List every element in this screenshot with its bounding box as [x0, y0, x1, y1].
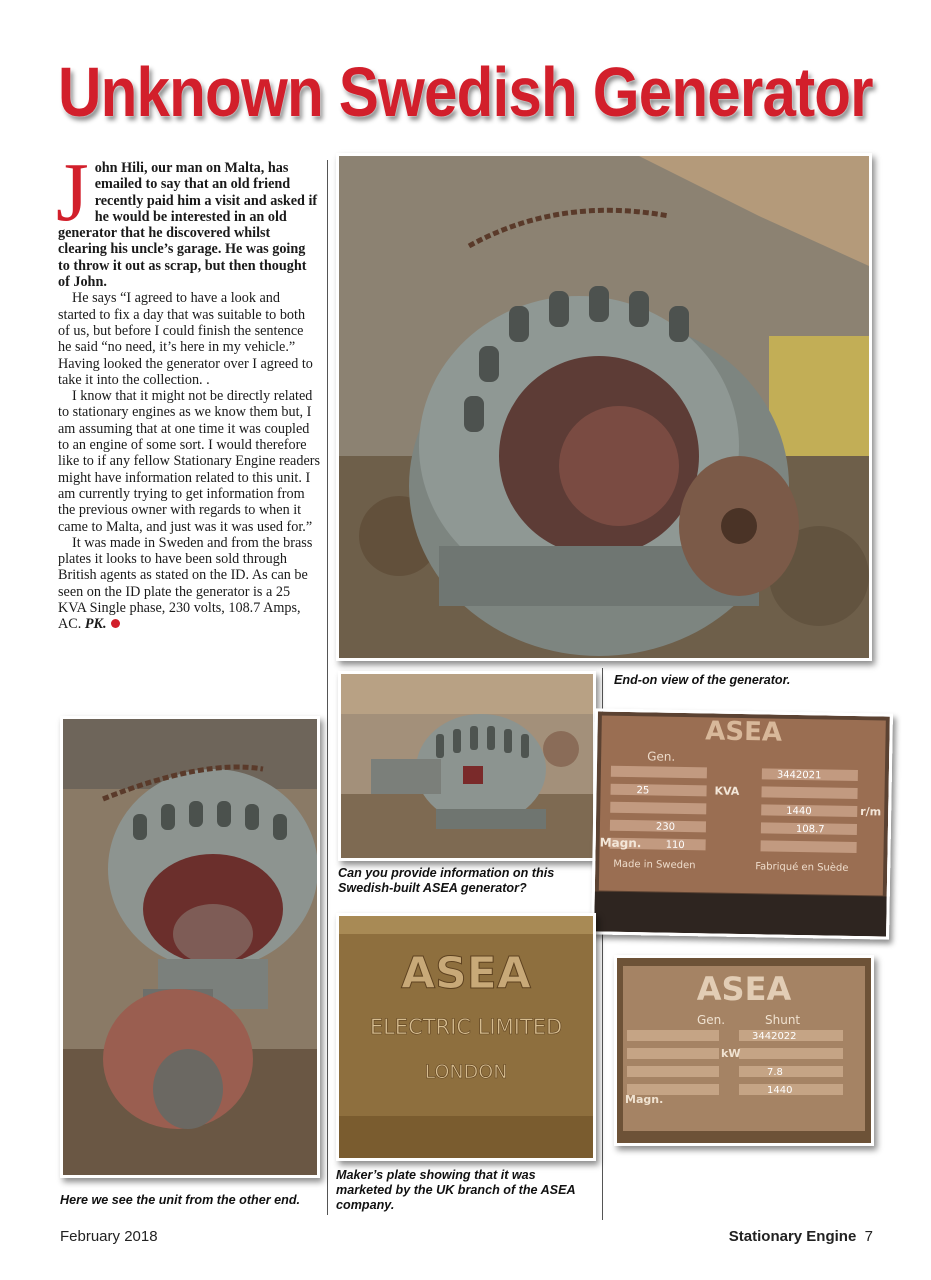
plate-fabrique: Fabriqué en Suède [755, 861, 849, 874]
uk-plate-line1: ELECTRIC LIMITED [369, 1015, 563, 1039]
article-paragraph-1: He says “I agreed to have a look and started to fix a day that was suitable to both of us, but before I could finish the sentence he said “no need, it’s here in my vehicle.” Having looked the generator over I agreed to take it into the collection. . [58, 290, 313, 388]
plate-brand: ASEA [704, 716, 783, 748]
main-generator-photo [336, 153, 872, 661]
footer-magazine: Stationary Engine [728, 1228, 857, 1245]
end-mark [111, 619, 120, 628]
shunt-amps: 7.8 [767, 1067, 783, 1078]
uk-plate-brand: ASEA [401, 948, 531, 999]
asea-id-plate-photo [591, 708, 893, 939]
drop-cap: J [56, 146, 89, 239]
shunt-rpm: 1440 [767, 1085, 793, 1096]
plate-volts: 230 [655, 821, 676, 833]
caption-makers-plate: Maker’s plate showing that it was marketed by the UK branch of the ASEA company. [336, 1168, 576, 1212]
caption-other-end: Here we see the unit from the other end. [60, 1193, 301, 1207]
footer-date: February 2018 [60, 1228, 158, 1245]
article-paragraph-3-text: It was made in Sweden and from the brass plates it looks to have been sold through British agents as stated on the ID. As can be seen on the ID plate the generator is a 25 KVA Single phase, 230 volts, 108.7 Amps, AC. [58, 534, 313, 633]
footer-page-number: 7 [864, 1228, 873, 1245]
shunt-kw: kW [721, 1047, 741, 1060]
uk-plate-line2: LONDON [424, 1061, 508, 1083]
article-body [56, 146, 320, 633]
plate-kva-label: KVA [714, 784, 740, 798]
article-paragraph-2: I know that it might not be directly related to stationary engines as we know them but, I am assuming that at one time it was coupled to an engine of some sort. I would therefore like to if any fellow Stationary Engine readers might have information related to this unit. I am currently trying to get information from the previous owner with regards to when it came to Malta, and just was it was used for.” [58, 388, 320, 535]
footer-publication [729, 1228, 873, 1245]
caption-end-on-view: End-on view of the generator. [614, 673, 791, 687]
plate-made-in: Made in Sweden [613, 858, 696, 872]
shunt-gen-label: Gen. [697, 1013, 726, 1027]
plate-amps: 108.7 [795, 823, 825, 836]
plate-magn-value: 110 [665, 839, 685, 852]
author-signature: PK. [84, 616, 107, 633]
plate-serial: 3442021 [776, 769, 822, 782]
plate-rpm: 1440 [786, 805, 812, 818]
plate-kva-value: 25 [636, 785, 650, 797]
article-paragraph-3 [58, 535, 320, 633]
shunt-serial: 3442022 [752, 1031, 797, 1042]
column-rule-left [327, 160, 328, 1215]
side-view-photo [338, 671, 596, 861]
other-end-photo [60, 716, 320, 1178]
shunt-plate-photo [614, 955, 874, 1146]
shunt-label: Shunt [765, 1013, 801, 1027]
caption-provide-info: Can you provide information on this Swedish-built ASEA generator? [338, 866, 555, 895]
shunt-plate-brand: ASEA [696, 970, 792, 1008]
plate-gen-label: Gen. [647, 749, 676, 764]
shunt-magn: Magn. [625, 1093, 664, 1106]
plate-magn-label: Magn. [599, 835, 642, 851]
makers-plate-photo [336, 913, 596, 1161]
article-lead: ohn Hili, our man on Malta, has emailed to say that an old friend recently paid him a visit and asked if he would be interested in an old generator that he discovered whilst clearing his uncle’s garage. He was going to throw it out as scrap, but then thought of John. [58, 160, 318, 291]
plate-rpm-unit: r/m [860, 805, 882, 819]
page-title: Unknown Swedish Generator [58, 53, 873, 131]
